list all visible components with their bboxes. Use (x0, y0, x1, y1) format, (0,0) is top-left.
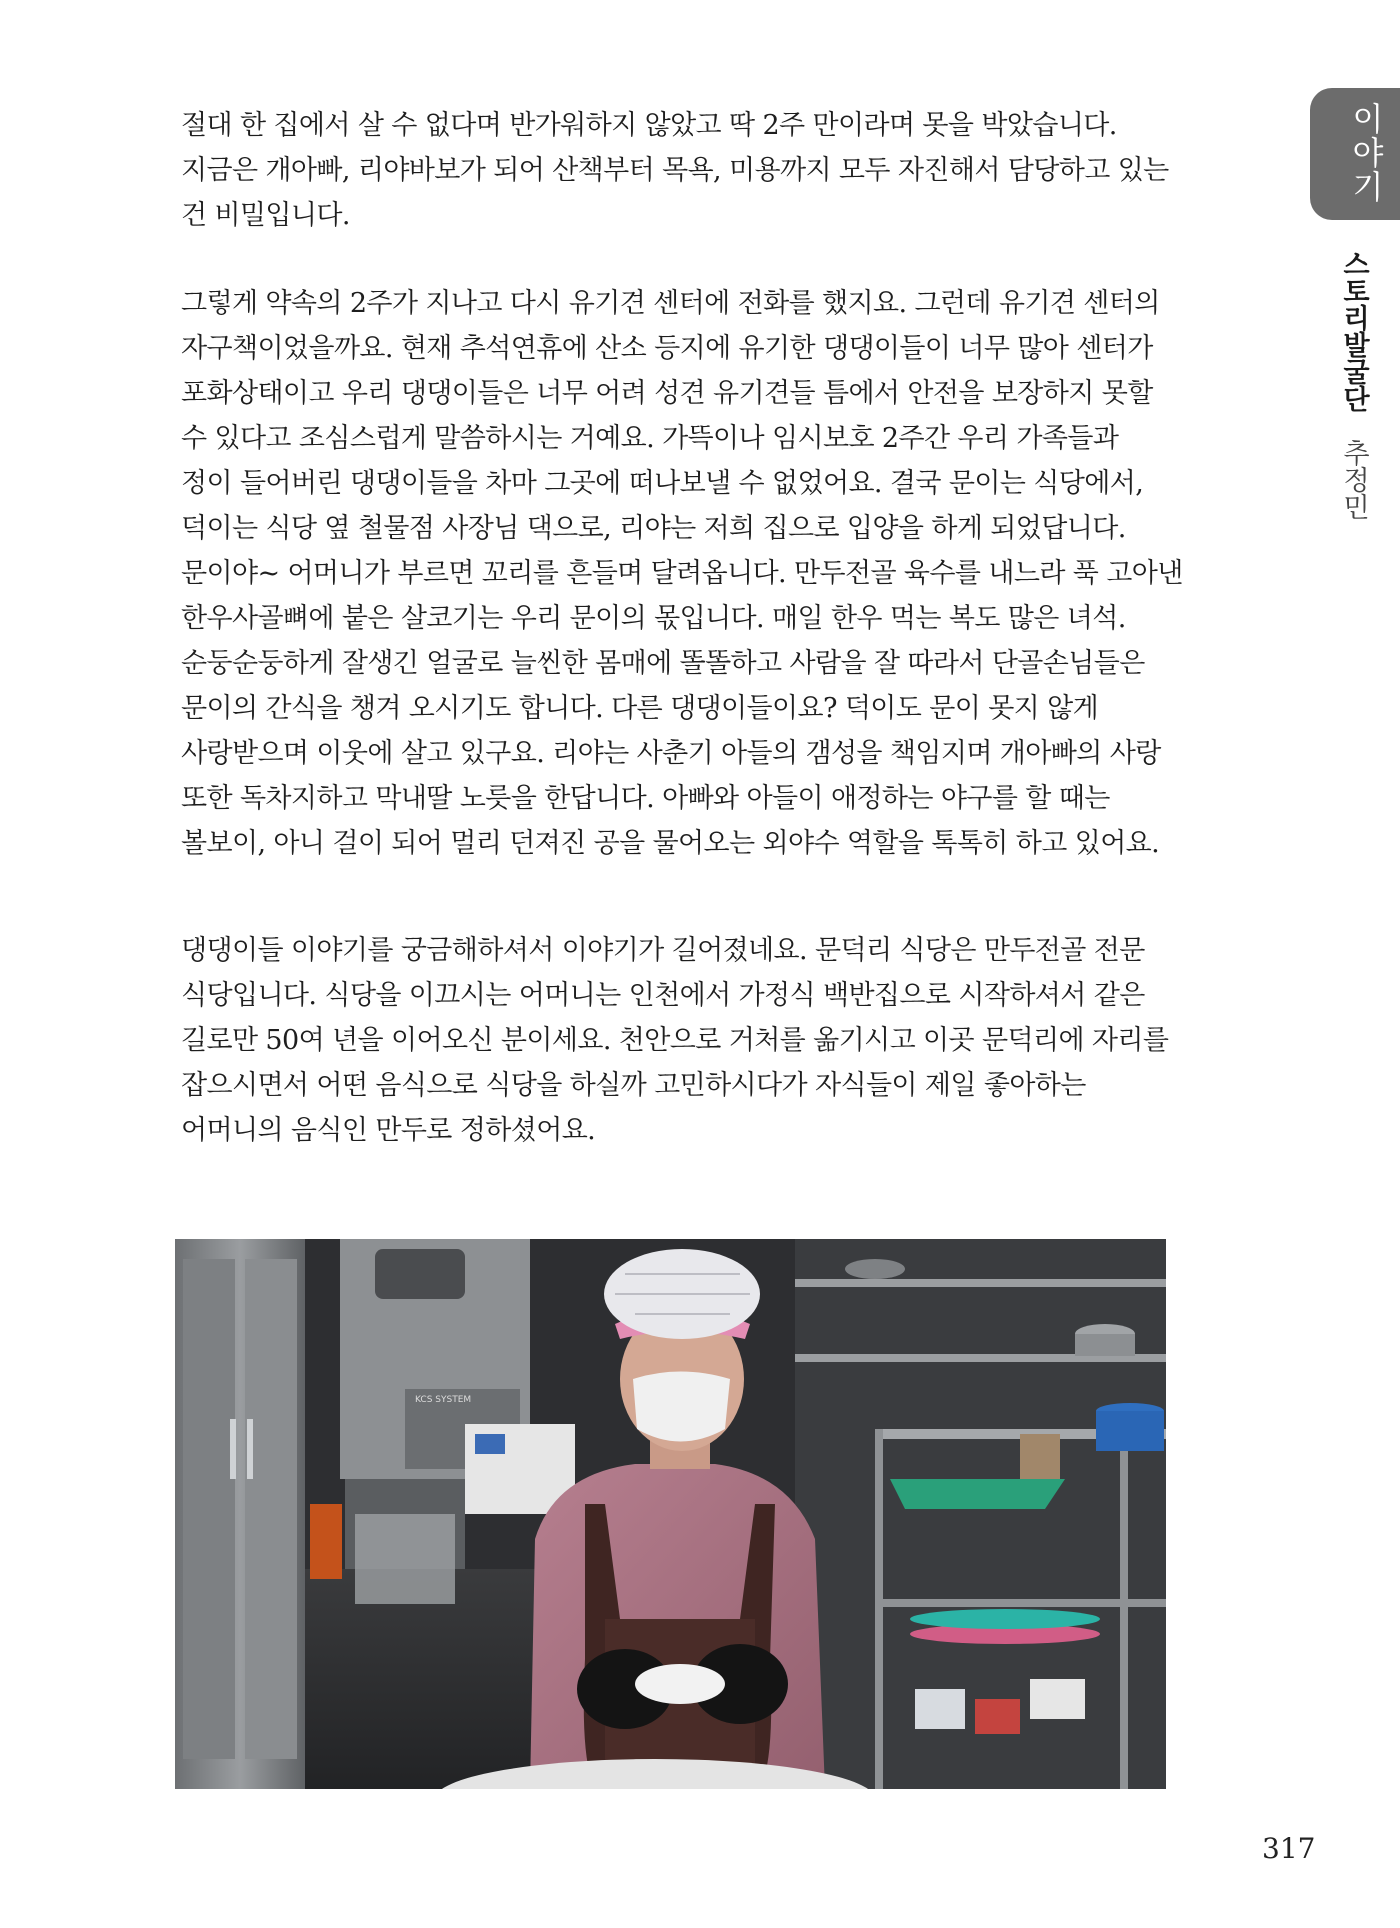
section-tab[interactable] (1310, 88, 1400, 220)
page-number: 317 (1262, 1832, 1316, 1865)
text-line: 절대 한 집에서 살 수 없다며 반가워하지 않았고 딱 2주 만이라며 못을 박았습니다. (181, 110, 1117, 141)
kitchen-photo (175, 1239, 1166, 1789)
text-line: 수 있다고 조심스럽게 말씀하시는 거예요. 가뜩이나 임시보호 2주간 우리 가족들과 (181, 423, 1119, 454)
equipment-label: KCS SYSTEM (415, 1395, 472, 1405)
text-line: 볼보이, 아니 걸이 되어 멀리 던져진 공을 물어오는 외야수 역할을 톡톡히 하고 있어요. (181, 828, 1160, 859)
side-running-header (1334, 250, 1373, 520)
text-line: 한우사골뼈에 붙은 살코기는 우리 문이의 몫입니다. 매일 한우 먹는 복도 많은 녀석. (181, 603, 1126, 634)
text-line: 지금은 개아빠, 리야바보가 되어 산책부터 목욕, 미용까지 모두 자진해서 담당하고 있는 (181, 155, 1169, 186)
text-line: 잡으시면서 어떤 음식으로 식당을 하실까 고민하시다가 자식들이 제일 좋아하는 (181, 1070, 1086, 1101)
text-line: 어머니의 음식인 만두로 정하셨어요. (181, 1115, 596, 1146)
text-line: 포화상태이고 우리 댕댕이들은 너무 어려 성견 유기견들 틈에서 안전을 보장하지 못할 (181, 378, 1153, 409)
paragraph-2 (181, 281, 1183, 866)
text-line: 문이의 간식을 챙겨 오시기도 합니다. 다른 댕댕이들이요? 덕이도 문이 못지 않게 (181, 693, 1099, 724)
text-line: 건 비밀입니다. (181, 200, 350, 231)
text-line: 또한 독차지하고 막내딸 노릇을 한답니다. 아빠와 아들이 애정하는 야구를 할 때는 (181, 783, 1110, 814)
series-title: 스토리발굴단 (1338, 250, 1369, 412)
text-line: 순둥순둥하게 잘생긴 얼굴로 늘씬한 몸매에 똘똘하고 사람을 잘 따라서 단골손님들은 (181, 648, 1145, 679)
text-line: 덕이는 식당 옆 철물점 사장님 댁으로, 리야는 저희 집으로 입양을 하게 되었답니다. (181, 513, 1126, 544)
text-line: 그렇게 약속의 2주가 지나고 다시 유기견 센터에 전화를 했지요. 그런데 유기견 센터의 (181, 288, 1160, 319)
author-name: 추정민 (1338, 438, 1369, 520)
text-line: 자구책이었을까요. 현재 추석연휴에 산소 등지에 유기한 댕댕이들이 너무 많아 센터가 (181, 333, 1153, 364)
text-line: 사랑받으며 이웃에 살고 있구요. 리야는 사춘기 아들의 갬성을 책임지며 개아빠의 사랑 (181, 738, 1161, 769)
paragraph-3 (181, 928, 1171, 1153)
text-line: 길로만 50여 년을 이어오신 분이세요. 천안으로 거처를 옮기시고 이곳 문덕리에 자리를 (181, 1025, 1169, 1056)
text-line: 정이 들어버린 댕댕이들을 차마 그곳에 떠나보낼 수 없었어요. 결국 문이는 식당에서, (181, 468, 1144, 499)
section-tab-label: 이야기 (1347, 102, 1385, 204)
text-line: 댕댕이들 이야기를 궁금해하셔서 이야기가 길어졌네요. 문덕리 식당은 만두전골 전문 (181, 935, 1145, 966)
paragraph-1 (181, 103, 1171, 238)
text-line: 문이야~ 어머니가 부르면 꼬리를 흔들며 달려옵니다. 만두전골 육수를 내느라 푹 고아낸 (181, 558, 1183, 589)
text-line: 식당입니다. 식당을 이끄시는 어머니는 인천에서 가정식 백반집으로 시작하셔서 같은 (181, 980, 1145, 1011)
